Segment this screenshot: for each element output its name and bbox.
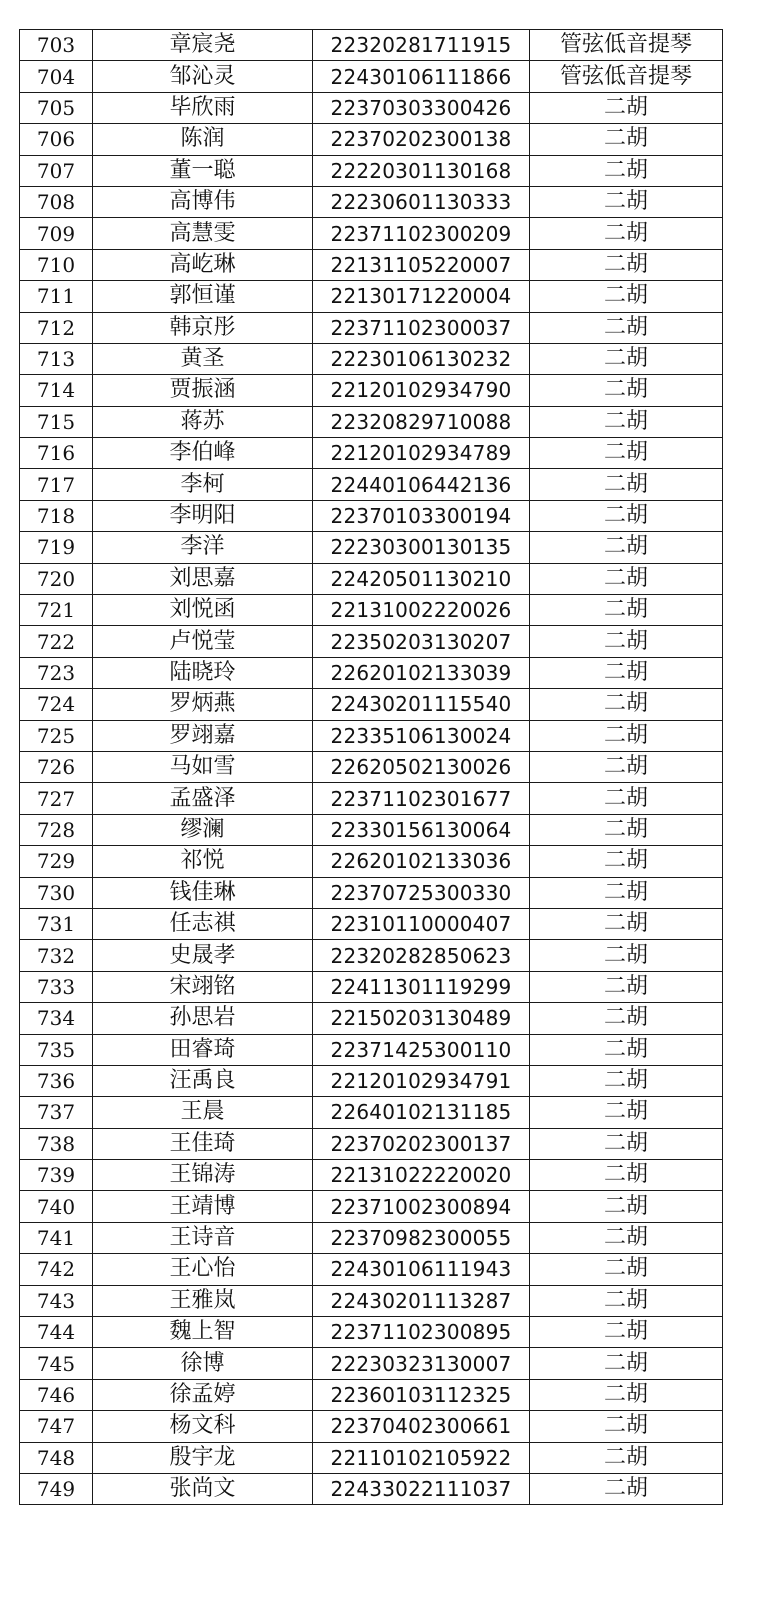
exam-id-cell: 22230601130333 [313,186,530,217]
table-row [20,751,723,782]
instrument-cell: 二胡 [530,657,723,688]
exam-id-cell: 22131002220026 [313,595,530,626]
row-number-cell: 740 [20,1191,93,1222]
student-name-cell: 黄圣 [93,343,313,374]
table-row [20,1348,723,1379]
instrument-cell: 二胡 [530,92,723,123]
student-name-cell: 邹沁灵 [93,61,313,92]
instrument-cell: 二胡 [530,500,723,531]
student-name-cell: 殷宇龙 [93,1442,313,1473]
exam-id-cell: 22310110000407 [313,908,530,939]
table-row [20,1285,723,1316]
instrument-cell: 二胡 [530,281,723,312]
instrument-cell: 二胡 [530,971,723,1002]
student-name-cell: 王靖博 [93,1191,313,1222]
roster-table [19,29,723,1505]
row-number-cell: 738 [20,1128,93,1159]
row-number-cell: 720 [20,563,93,594]
row-number-cell: 713 [20,343,93,374]
table-row [20,720,723,751]
row-number-cell: 731 [20,908,93,939]
row-number-cell: 707 [20,155,93,186]
exam-id-cell: 22370202300137 [313,1128,530,1159]
student-name-cell: 史晟孝 [93,940,313,971]
table-row [20,375,723,406]
table-row [20,61,723,92]
instrument-cell: 二胡 [530,940,723,971]
student-name-cell: 章宸尧 [93,30,313,61]
student-name-cell: 王锦涛 [93,1160,313,1191]
exam-id-cell: 22370982300055 [313,1222,530,1253]
table-row [20,595,723,626]
row-number-cell: 722 [20,626,93,657]
student-name-cell: 钱佳琳 [93,877,313,908]
table-row [20,343,723,374]
instrument-cell: 二胡 [530,1442,723,1473]
instrument-cell: 二胡 [530,689,723,720]
exam-id-cell: 22120102934789 [313,438,530,469]
row-number-cell: 712 [20,312,93,343]
row-number-cell: 714 [20,375,93,406]
row-number-cell: 719 [20,532,93,563]
table-row [20,1003,723,1034]
exam-id-cell: 22370402300661 [313,1411,530,1442]
student-name-cell: 刘悦函 [93,595,313,626]
exam-id-cell: 22350203130207 [313,626,530,657]
instrument-cell: 二胡 [530,406,723,437]
instrument-cell: 二胡 [530,469,723,500]
row-number-cell: 715 [20,406,93,437]
instrument-cell: 二胡 [530,312,723,343]
instrument-cell: 二胡 [530,1097,723,1128]
student-name-cell: 宋翊铭 [93,971,313,1002]
student-name-cell: 陆晓玲 [93,657,313,688]
instrument-cell: 二胡 [530,1128,723,1159]
student-name-cell: 刘思嘉 [93,563,313,594]
row-number-cell: 729 [20,846,93,877]
exam-id-cell: 22440106442136 [313,469,530,500]
instrument-cell: 二胡 [530,751,723,782]
student-name-cell: 马如雪 [93,751,313,782]
exam-id-cell: 22371102300895 [313,1317,530,1348]
student-name-cell: 张尚文 [93,1473,313,1504]
exam-id-cell: 22433022111037 [313,1473,530,1504]
student-name-cell: 高慧雯 [93,218,313,249]
student-name-cell: 王心怡 [93,1254,313,1285]
exam-id-cell: 22335106130024 [313,720,530,751]
student-name-cell: 田睿琦 [93,1034,313,1065]
table-row [20,783,723,814]
instrument-cell: 二胡 [530,846,723,877]
row-number-cell: 743 [20,1285,93,1316]
table-row [20,500,723,531]
student-name-cell: 缪澜 [93,814,313,845]
exam-id-cell: 22370202300138 [313,124,530,155]
table-row [20,1191,723,1222]
instrument-cell: 二胡 [530,1065,723,1096]
row-number-cell: 737 [20,1097,93,1128]
student-name-cell: 毕欣雨 [93,92,313,123]
student-name-cell: 孟盛泽 [93,783,313,814]
row-number-cell: 721 [20,595,93,626]
row-number-cell: 741 [20,1222,93,1253]
exam-id-cell: 22230323130007 [313,1348,530,1379]
instrument-cell: 二胡 [530,720,723,751]
student-name-cell: 罗翊嘉 [93,720,313,751]
exam-id-cell: 22430106111943 [313,1254,530,1285]
table-row [20,1254,723,1285]
instrument-cell: 二胡 [530,186,723,217]
instrument-cell: 二胡 [530,343,723,374]
exam-id-cell: 22120102934790 [313,375,530,406]
instrument-cell: 二胡 [530,563,723,594]
table-row [20,1065,723,1096]
row-number-cell: 708 [20,186,93,217]
row-number-cell: 704 [20,61,93,92]
instrument-cell: 二胡 [530,1222,723,1253]
table-row [20,1160,723,1191]
row-number-cell: 725 [20,720,93,751]
table-row [20,657,723,688]
row-number-cell: 710 [20,249,93,280]
exam-id-cell: 22620502130026 [313,751,530,782]
exam-id-cell: 22411301119299 [313,971,530,1002]
exam-id-cell: 22430201115540 [313,689,530,720]
row-number-cell: 724 [20,689,93,720]
row-number-cell: 733 [20,971,93,1002]
table-row [20,155,723,186]
table-row [20,186,723,217]
student-name-cell: 王佳琦 [93,1128,313,1159]
student-name-cell: 高博伟 [93,186,313,217]
table-row [20,877,723,908]
exam-id-cell: 22371425300110 [313,1034,530,1065]
instrument-cell: 二胡 [530,1285,723,1316]
student-name-cell: 陈润 [93,124,313,155]
row-number-cell: 711 [20,281,93,312]
table-row [20,908,723,939]
exam-id-cell: 22370303300426 [313,92,530,123]
instrument-cell: 二胡 [530,1348,723,1379]
exam-id-cell: 22110102105922 [313,1442,530,1473]
exam-id-cell: 22220301130168 [313,155,530,186]
row-number-cell: 726 [20,751,93,782]
row-number-cell: 730 [20,877,93,908]
student-name-cell: 韩京彤 [93,312,313,343]
student-name-cell: 李明阳 [93,500,313,531]
table-row [20,1097,723,1128]
exam-id-cell: 22131105220007 [313,249,530,280]
table-row [20,1473,723,1504]
student-name-cell: 蒋苏 [93,406,313,437]
student-name-cell: 郭恒谨 [93,281,313,312]
student-name-cell: 王诗音 [93,1222,313,1253]
table-row [20,406,723,437]
table-row [20,1442,723,1473]
table-row [20,940,723,971]
row-number-cell: 717 [20,469,93,500]
instrument-cell: 二胡 [530,877,723,908]
table-row [20,626,723,657]
exam-id-cell: 22371102300209 [313,218,530,249]
exam-id-cell: 22430106111866 [313,61,530,92]
exam-id-cell: 22131022220020 [313,1160,530,1191]
row-number-cell: 748 [20,1442,93,1473]
row-number-cell: 703 [20,30,93,61]
exam-id-cell: 22320282850623 [313,940,530,971]
roster-sheet [19,29,718,1505]
exam-id-cell: 22320281711915 [313,30,530,61]
student-name-cell: 祁悦 [93,846,313,877]
table-row [20,92,723,123]
row-number-cell: 727 [20,783,93,814]
exam-id-cell: 22371102301677 [313,783,530,814]
instrument-cell: 二胡 [530,218,723,249]
table-row [20,249,723,280]
instrument-cell: 二胡 [530,124,723,155]
row-number-cell: 742 [20,1254,93,1285]
student-name-cell: 汪禹良 [93,1065,313,1096]
table-row [20,30,723,61]
exam-id-cell: 22430201113287 [313,1285,530,1316]
instrument-cell: 二胡 [530,908,723,939]
exam-id-cell: 22320829710088 [313,406,530,437]
student-name-cell: 罗炳燕 [93,689,313,720]
row-number-cell: 705 [20,92,93,123]
row-number-cell: 735 [20,1034,93,1065]
instrument-cell: 二胡 [530,626,723,657]
instrument-cell: 二胡 [530,438,723,469]
table-row [20,563,723,594]
row-number-cell: 709 [20,218,93,249]
instrument-cell: 二胡 [530,1317,723,1348]
exam-id-cell: 22370103300194 [313,500,530,531]
row-number-cell: 732 [20,940,93,971]
table-row [20,218,723,249]
table-row [20,281,723,312]
exam-id-cell: 22230106130232 [313,343,530,374]
student-name-cell: 王雅岚 [93,1285,313,1316]
exam-id-cell: 22640102131185 [313,1097,530,1128]
exam-id-cell: 22330156130064 [313,814,530,845]
row-number-cell: 747 [20,1411,93,1442]
row-number-cell: 718 [20,500,93,531]
table-row [20,1222,723,1253]
row-number-cell: 746 [20,1379,93,1410]
row-number-cell: 723 [20,657,93,688]
table-row [20,1128,723,1159]
instrument-cell: 二胡 [530,814,723,845]
student-name-cell: 高屹琳 [93,249,313,280]
row-number-cell: 728 [20,814,93,845]
table-row [20,1034,723,1065]
student-name-cell: 孙思岩 [93,1003,313,1034]
instrument-cell: 管弦低音提琴 [530,61,723,92]
instrument-cell: 二胡 [530,783,723,814]
table-row [20,689,723,720]
exam-id-cell: 22150203130489 [313,1003,530,1034]
student-name-cell: 徐孟婷 [93,1379,313,1410]
roster-table-body [20,30,723,1505]
table-row [20,814,723,845]
exam-id-cell: 22371002300894 [313,1191,530,1222]
student-name-cell: 杨文科 [93,1411,313,1442]
table-row [20,1379,723,1410]
instrument-cell: 管弦低音提琴 [530,30,723,61]
row-number-cell: 736 [20,1065,93,1096]
instrument-cell: 二胡 [530,595,723,626]
table-row [20,469,723,500]
exam-id-cell: 22360103112325 [313,1379,530,1410]
row-number-cell: 745 [20,1348,93,1379]
table-row [20,1411,723,1442]
table-row [20,971,723,1002]
instrument-cell: 二胡 [530,1473,723,1504]
student-name-cell: 李伯峰 [93,438,313,469]
student-name-cell: 任志祺 [93,908,313,939]
table-row [20,438,723,469]
exam-id-cell: 22230300130135 [313,532,530,563]
instrument-cell: 二胡 [530,532,723,563]
student-name-cell: 卢悦莹 [93,626,313,657]
exam-id-cell: 22620102133036 [313,846,530,877]
row-number-cell: 739 [20,1160,93,1191]
exam-id-cell: 22371102300037 [313,312,530,343]
row-number-cell: 734 [20,1003,93,1034]
table-row [20,124,723,155]
instrument-cell: 二胡 [530,249,723,280]
student-name-cell: 王晨 [93,1097,313,1128]
row-number-cell: 744 [20,1317,93,1348]
instrument-cell: 二胡 [530,155,723,186]
instrument-cell: 二胡 [530,1411,723,1442]
exam-id-cell: 22420501130210 [313,563,530,594]
exam-id-cell: 22620102133039 [313,657,530,688]
student-name-cell: 徐博 [93,1348,313,1379]
exam-id-cell: 22130171220004 [313,281,530,312]
instrument-cell: 二胡 [530,1003,723,1034]
exam-id-cell: 22120102934791 [313,1065,530,1096]
student-name-cell: 魏上智 [93,1317,313,1348]
instrument-cell: 二胡 [530,1379,723,1410]
table-row [20,846,723,877]
student-name-cell: 贾振涵 [93,375,313,406]
row-number-cell: 716 [20,438,93,469]
student-name-cell: 李洋 [93,532,313,563]
row-number-cell: 706 [20,124,93,155]
table-row [20,312,723,343]
instrument-cell: 二胡 [530,375,723,406]
table-row [20,532,723,563]
instrument-cell: 二胡 [530,1034,723,1065]
student-name-cell: 李柯 [93,469,313,500]
instrument-cell: 二胡 [530,1191,723,1222]
exam-id-cell: 22370725300330 [313,877,530,908]
instrument-cell: 二胡 [530,1160,723,1191]
table-row [20,1317,723,1348]
row-number-cell: 749 [20,1473,93,1504]
instrument-cell: 二胡 [530,1254,723,1285]
student-name-cell: 董一聪 [93,155,313,186]
